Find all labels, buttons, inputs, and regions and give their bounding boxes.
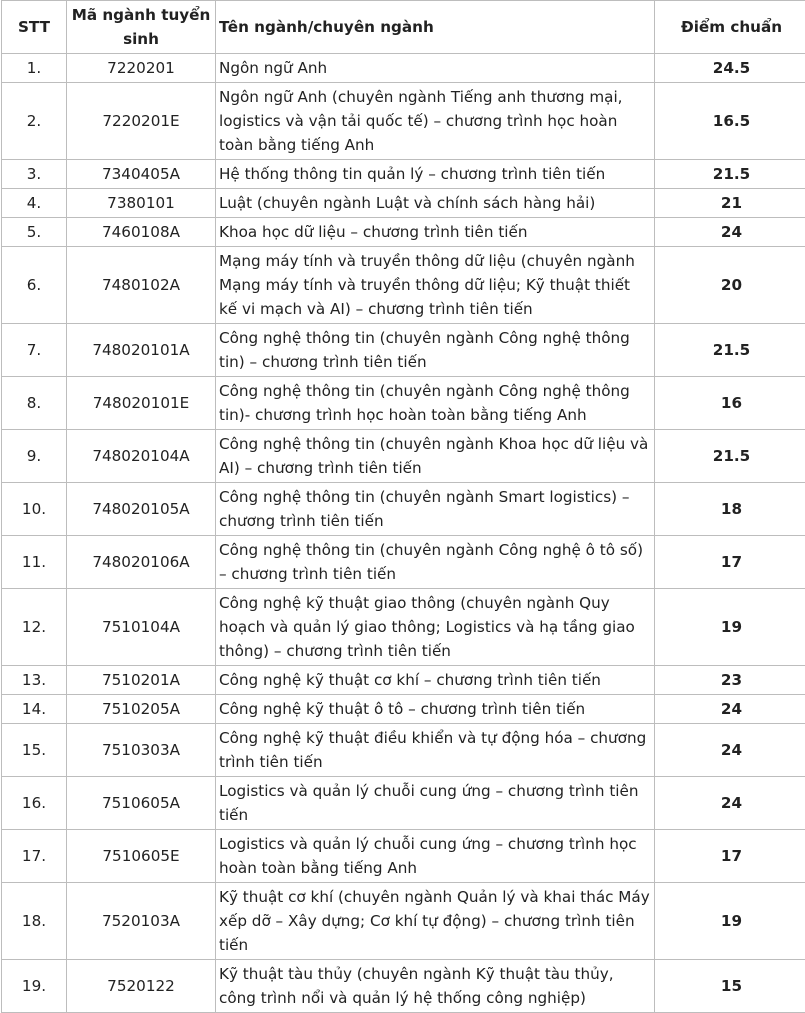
row-code: 7510201A [67,666,216,695]
table-row [2,830,805,883]
table-row [2,483,805,536]
row-code: 7510303A [67,724,216,777]
row-score: 16.5 [655,83,805,160]
table-row [2,218,805,247]
row-code: 7480102A [67,247,216,324]
table-row [2,54,805,83]
row-name: Logistics và quản lý chuỗi cung ứng – chương trình học hoàn toàn bằng tiếng Anh [216,830,655,883]
row-score: 24 [655,777,805,830]
row-name: Ngôn ngữ Anh (chuyên ngành Tiếng anh thương mại, logistics và vận tải quốc tế) – chương trình học hoàn toàn bằng tiếng Anh [216,83,655,160]
table-body [2,54,805,1013]
table-row [2,377,805,430]
table-row [2,666,805,695]
row-score: 17 [655,830,805,883]
row-score: 21.5 [655,160,805,189]
row-score: 21.5 [655,324,805,377]
row-stt: 4. [2,189,67,218]
table-row [2,777,805,830]
row-code: 7380101 [67,189,216,218]
row-stt: 18. [2,883,67,960]
row-code: 748020105A [67,483,216,536]
row-code: 748020101E [67,377,216,430]
row-stt: 9. [2,430,67,483]
row-score: 19 [655,589,805,666]
row-score: 24 [655,695,805,724]
table-row [2,695,805,724]
row-stt: 12. [2,589,67,666]
row-score: 21 [655,189,805,218]
row-name: Công nghệ kỹ thuật giao thông (chuyên ngành Quy hoạch và quản lý giao thông; Logistics và hạ tầng giao thông) – chương trình tiên tiến [216,589,655,666]
row-score: 15 [655,960,805,1013]
row-name: Công nghệ kỹ thuật cơ khí – chương trình tiên tiến [216,666,655,695]
row-name: Kỹ thuật cơ khí (chuyên ngành Quản lý và khai thác Máy xếp dỡ – Xây dựng; Cơ khí tự động) – chương trình tiên tiến [216,883,655,960]
row-score: 16 [655,377,805,430]
row-stt: 1. [2,54,67,83]
row-score: 18 [655,483,805,536]
row-name: Mạng máy tính và truyền thông dữ liệu (chuyên ngành Mạng máy tính và truyền thông dữ liệu; Kỹ thuật thiết kế vi mạch và AI) – chương trình tiên tiến [216,247,655,324]
table-row [2,189,805,218]
table-row [2,83,805,160]
row-score: 21.5 [655,430,805,483]
row-score: 20 [655,247,805,324]
table-row [2,536,805,589]
admission-scores-table [1,0,805,1013]
header-score: Điểm chuẩn [655,1,805,54]
row-code: 7510605E [67,830,216,883]
row-name: Công nghệ thông tin (chuyên ngành Công nghệ ô tô số) – chương trình tiên tiến [216,536,655,589]
header-code: Mã ngành tuyển sinh [67,1,216,54]
row-code: 7510605A [67,777,216,830]
row-name: Công nghệ kỹ thuật ô tô – chương trình tiên tiến [216,695,655,724]
row-score: 24 [655,218,805,247]
row-stt: 14. [2,695,67,724]
table-row [2,160,805,189]
row-stt: 17. [2,830,67,883]
row-code: 7510205A [67,695,216,724]
row-stt: 15. [2,724,67,777]
row-name: Kỹ thuật tàu thủy (chuyên ngành Kỹ thuật tàu thủy, công trình nổi và quản lý hệ thống công nghiệp) [216,960,655,1013]
row-code: 748020101A [67,324,216,377]
row-code: 748020104A [67,430,216,483]
row-name: Công nghệ thông tin (chuyên ngành Công nghệ thông tin)- chương trình học hoàn toàn bằng tiếng Anh [216,377,655,430]
table-row [2,883,805,960]
row-score: 24 [655,724,805,777]
row-stt: 7. [2,324,67,377]
row-name: Ngôn ngữ Anh [216,54,655,83]
table-row [2,589,805,666]
row-code: 7220201 [67,54,216,83]
row-code: 7340405A [67,160,216,189]
row-code: 748020106A [67,536,216,589]
row-stt: 13. [2,666,67,695]
header-stt: STT [2,1,67,54]
row-stt: 3. [2,160,67,189]
row-code: 7460108A [67,218,216,247]
row-name: Công nghệ thông tin (chuyên ngành Khoa học dữ liệu và AI) – chương trình tiên tiến [216,430,655,483]
row-code: 7520122 [67,960,216,1013]
row-stt: 16. [2,777,67,830]
table-header-row [2,1,805,54]
row-stt: 19. [2,960,67,1013]
row-stt: 6. [2,247,67,324]
row-code: 7220201E [67,83,216,160]
row-name: Logistics và quản lý chuỗi cung ứng – chương trình tiên tiến [216,777,655,830]
row-name: Công nghệ thông tin (chuyên ngành Công nghệ thông tin) – chương trình tiên tiến [216,324,655,377]
row-name: Công nghệ kỹ thuật điều khiển và tự động hóa – chương trình tiên tiến [216,724,655,777]
row-stt: 10. [2,483,67,536]
row-name: Luật (chuyên ngành Luật và chính sách hàng hải) [216,189,655,218]
row-code: 7520103A [67,883,216,960]
table-row [2,324,805,377]
row-score: 17 [655,536,805,589]
row-score: 19 [655,883,805,960]
row-stt: 11. [2,536,67,589]
table-row [2,430,805,483]
row-code: 7510104A [67,589,216,666]
table-row [2,724,805,777]
table-row [2,247,805,324]
row-name: Hệ thống thông tin quản lý – chương trình tiên tiến [216,160,655,189]
row-name: Khoa học dữ liệu – chương trình tiên tiến [216,218,655,247]
row-name: Công nghệ thông tin (chuyên ngành Smart logistics) – chương trình tiên tiến [216,483,655,536]
row-stt: 5. [2,218,67,247]
header-name: Tên ngành/chuyên ngành [216,1,655,54]
row-score: 24.5 [655,54,805,83]
row-score: 23 [655,666,805,695]
row-stt: 2. [2,83,67,160]
table-row [2,960,805,1013]
row-stt: 8. [2,377,67,430]
